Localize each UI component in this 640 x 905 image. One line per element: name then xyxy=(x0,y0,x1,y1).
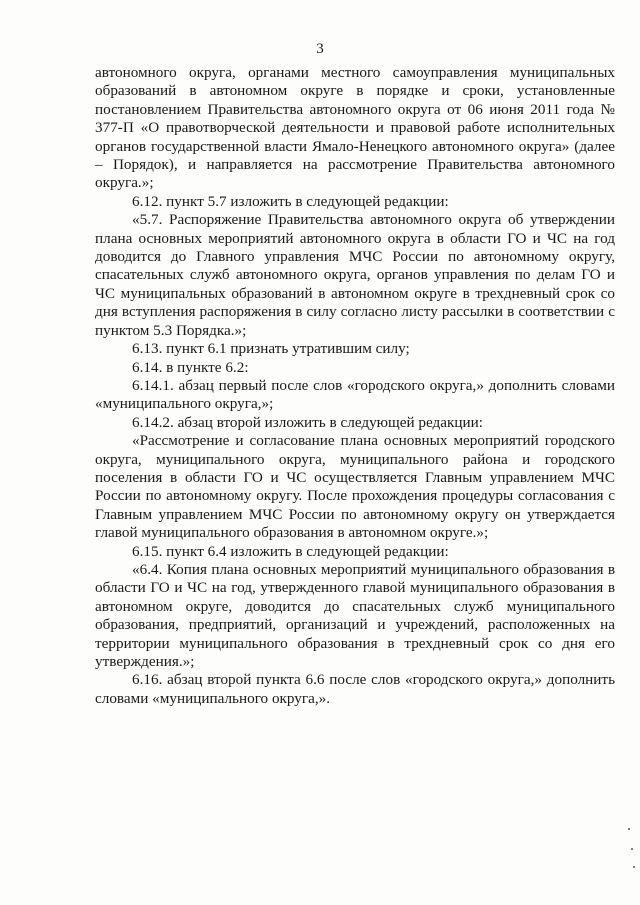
paragraph-continuation: автономного округа, органами местного самоуправления муниципальных образований в автономном округе в порядке и сроки, установленные постановлением Правительства автономного округа от 06 июня 2011 года № 377-П «О правотворческой деятельности и правовой работе исполнительных органов государственной власти Ямало-Ненецкого автономного округа» (далее – Порядок), и направляется на рассмотрение Правительства автономного округа.»; xyxy=(95,64,615,192)
paragraph-6-14-2: 6.14.2. абзац второй изложить в следующей редакции: xyxy=(132,413,483,431)
paragraph-6-16: 6.16. абзац второй пункта 6.6 после слов «городского округа,» дополнить словами «муниципального округа,». xyxy=(95,671,615,707)
scan-artifact xyxy=(633,866,635,868)
scan-artifact xyxy=(631,848,633,850)
paragraph-6-4-text: «6.4. Копия плана основных мероприятий муниципального образования в области ГО и ЧС на год, утвержденного главой муниципального образования в автономном округе, доводится до спасательных служб муниципального образования, предприятий, организаций и учреждений, расположенных на территории муниципального образования в трехдневный срок со дня его утверждения.»; xyxy=(95,560,615,670)
paragraph-approval-text: «Рассмотрение и согласование плана основных мероприятий городского округа, муниципального округа, муниципального района и городского поселения в области ГО и ЧС осуществляется Главным управлением МЧС России по автономному округу. После прохождения процедуры согласования с Главным управлением МЧС России по автономному округу он утверждается главой муниципального образования в автономном округе.»; xyxy=(95,432,615,542)
paragraph-6-12: 6.12. пункт 5.7 изложить в следующей редакции: xyxy=(132,192,449,210)
paragraph-6-14: 6.14. в пункте 6.2: xyxy=(132,358,249,376)
paragraph-6-15: 6.15. пункт 6.4 изложить в следующей редакции: xyxy=(132,542,449,560)
document-body xyxy=(95,64,615,708)
paragraph-6-13: 6.13. пункт 6.1 признать утратившим силу; xyxy=(132,340,410,358)
scan-artifact xyxy=(628,828,630,830)
page-number: 3 xyxy=(316,41,324,57)
paragraph-5-7-text: «5.7. Распоряжение Правительства автономного округа об утверждении плана основных мероприятий автономного округа в области ГО и ЧС на год доводится до Главного управления МЧС России по автономному округу, спасательных служб автономного округа, органов управления по делам ГО и ЧС муниципальных образований в автономном округе в трехдневный срок со дня вступления распоряжения в силу согласно листу рассылки в соответствии с пунктом 5.3 Порядка.»; xyxy=(95,211,615,339)
paragraph-6-14-1: 6.14.1. абзац первый после слов «городского округа,» дополнить словами «муниципального округа,»; xyxy=(95,376,615,413)
